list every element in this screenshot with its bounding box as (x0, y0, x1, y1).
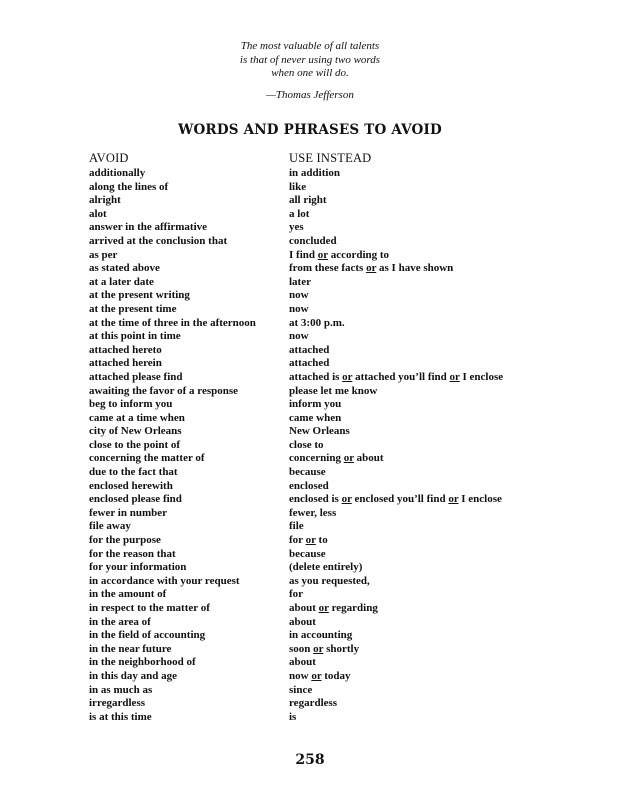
avoid-phrase: answer in the affirmative (89, 221, 208, 234)
avoid-phrase: in this day and age (89, 669, 178, 682)
avoid-phrase: for the reason that (89, 547, 176, 560)
use-instead-phrase: about (289, 615, 316, 628)
avoid-phrase: alot (89, 207, 107, 220)
use-instead-phrase: like (289, 180, 307, 193)
epigraph (0, 40, 620, 102)
avoid-phrase: enclosed please find (89, 493, 182, 506)
avoid-phrase: is at this time (89, 710, 152, 723)
avoid-phrase: fewer in number (89, 506, 168, 519)
use-instead-phrase: as you requested, (289, 574, 370, 587)
table-row (89, 249, 569, 263)
avoid-phrase: for your information (89, 561, 187, 574)
use-instead-phrase: now (289, 302, 309, 315)
use-instead-phrase: because (289, 466, 326, 479)
use-instead-phrase: New Orleans (289, 425, 350, 438)
use-instead-phrase: now (289, 289, 309, 302)
use-instead-phrase: enclosed (289, 479, 329, 492)
epigraph-attribution: —Thomas Jefferson (266, 88, 354, 101)
table-row (89, 208, 569, 222)
use-instead-phrase: from these facts or as I have shown (289, 262, 454, 275)
table-row (89, 616, 569, 630)
avoid-phrase: attached herein (89, 357, 162, 370)
use-instead-phrase: in accounting (289, 629, 353, 642)
page-title: WORDS AND PHRASES TO AVOID (178, 122, 442, 138)
use-instead-phrase: because (289, 547, 326, 560)
use-instead-phrase: attached (289, 343, 330, 356)
avoid-phrase: arrived at the conclusion that (89, 234, 228, 247)
use-instead-phrase: concluded (289, 234, 337, 247)
table-row (89, 466, 569, 480)
table-row (89, 344, 569, 358)
use-instead-phrase: at 3:00 p.m. (289, 316, 345, 329)
avoid-phrase: at this point in time (89, 330, 181, 343)
avoid-phrase: at the time of three in the afternoon (89, 316, 256, 329)
use-instead-phrase: close to (289, 438, 324, 451)
avoid-phrase: in the area of (89, 615, 151, 628)
use-instead-phrase: file (289, 520, 304, 533)
table-row (89, 425, 569, 439)
avoid-phrase: at the present writing (89, 289, 190, 302)
avoid-phrase: as per (89, 248, 118, 261)
use-instead-phrase: is (289, 710, 297, 723)
table-row (89, 398, 569, 412)
use-instead-phrase: yes (289, 221, 304, 234)
avoid-phrase: in the near future (89, 642, 172, 655)
avoid-phrase: along the lines of (89, 180, 169, 193)
table-row (89, 520, 569, 534)
epigraph-line: The most valuable of all talents (240, 40, 380, 52)
table-row (89, 330, 569, 344)
table-row (89, 371, 569, 385)
use-instead-phrase: attached (289, 357, 330, 370)
table-row (89, 357, 569, 371)
table-row (89, 385, 569, 399)
use-instead-phrase: for or to (289, 534, 328, 547)
table-row (89, 493, 569, 507)
table-row (89, 588, 569, 602)
table-row (89, 507, 569, 521)
avoid-phrase: in the neighborhood of (89, 656, 196, 669)
avoid-phrase: at the present time (89, 302, 177, 315)
phrase-list (89, 167, 569, 724)
avoid-phrase: file away (89, 520, 131, 533)
table-row (89, 412, 569, 426)
use-instead-phrase: a lot (289, 207, 310, 220)
avoid-phrase: alright (89, 194, 121, 207)
use-instead-phrase: all right (289, 194, 327, 207)
use-instead-column-header: USE INSTEAD (289, 151, 372, 165)
avoid-phrase: concerning the matter of (89, 452, 205, 465)
avoid-phrase: irregardless (89, 697, 146, 710)
table-row (89, 561, 569, 575)
table-row (89, 684, 569, 698)
avoid-phrase: beg to inform you (89, 398, 173, 411)
table-row (89, 656, 569, 670)
use-instead-phrase: attached is or attached you’ll find or I enclose (289, 370, 504, 383)
table-row (89, 276, 569, 290)
avoid-phrase: additionally (89, 167, 146, 179)
table-row (89, 575, 569, 589)
avoid-phrase: attached please find (89, 370, 183, 383)
table-row (89, 235, 569, 249)
page-number: 258 (295, 752, 325, 768)
use-instead-phrase: regardless (289, 697, 338, 710)
use-instead-phrase: concerning or about (289, 452, 384, 465)
use-instead-phrase: for (289, 588, 304, 601)
use-instead-phrase: in addition (289, 167, 341, 179)
table-row (89, 480, 569, 494)
use-instead-phrase: now (289, 330, 309, 343)
epigraph-line: is that of never using two words (239, 53, 381, 66)
use-instead-phrase: please let me know (289, 384, 378, 397)
table-row (89, 167, 569, 181)
table-row (89, 534, 569, 548)
use-instead-phrase: later (289, 275, 311, 288)
avoid-phrase: for the purpose (89, 534, 161, 547)
use-instead-phrase: fewer, less (289, 506, 337, 519)
table-row (89, 602, 569, 616)
table-row (89, 548, 569, 562)
table-row (89, 317, 569, 331)
table-row (89, 452, 569, 466)
use-instead-phrase: enclosed is or enclosed you’ll find or I enclose (289, 493, 502, 506)
use-instead-phrase: about (289, 656, 316, 669)
use-instead-phrase: came when (289, 411, 342, 424)
avoid-phrase: close to the point of (89, 438, 181, 451)
table-row (89, 181, 569, 195)
table-row (89, 643, 569, 657)
avoid-phrase: in as much as (89, 683, 153, 696)
avoid-phrase: in the field of accounting (89, 629, 206, 642)
table-row (89, 194, 569, 208)
use-instead-phrase: I find or according to (289, 248, 390, 261)
avoid-phrase: awaiting the favor of a response (89, 384, 239, 397)
table-row (89, 670, 569, 684)
use-instead-phrase: about or regarding (289, 602, 378, 614)
avoid-phrase: in respect to the matter of (89, 602, 210, 614)
avoid-phrase: in accordance with your request (89, 574, 240, 587)
avoid-phrase: city of New Orleans (89, 425, 182, 438)
use-instead-phrase: now or today (289, 669, 351, 682)
epigraph-line: when one will do. (271, 67, 349, 79)
avoid-phrase: as stated above (89, 262, 160, 275)
table-row (89, 221, 569, 235)
table-row (89, 629, 569, 643)
avoid-phrase: enclosed herewith (89, 479, 173, 492)
use-instead-phrase: inform you (289, 398, 342, 411)
avoid-column-header: AVOID (89, 151, 129, 165)
use-instead-phrase: since (289, 683, 313, 696)
table-row (89, 262, 569, 276)
avoid-phrase: in the amount of (89, 588, 167, 601)
table-row (89, 711, 569, 725)
avoid-phrase: came at a time when (89, 411, 185, 424)
avoid-phrase: due to the fact that (89, 466, 178, 479)
table-row (89, 289, 569, 303)
table-row (89, 303, 569, 317)
avoid-phrase: at a later date (89, 275, 154, 288)
table-row (89, 697, 569, 711)
use-instead-phrase: (delete entirely) (289, 561, 363, 574)
avoid-phrase: attached hereto (89, 343, 162, 356)
use-instead-phrase: soon or shortly (289, 642, 360, 655)
table-row (89, 439, 569, 453)
